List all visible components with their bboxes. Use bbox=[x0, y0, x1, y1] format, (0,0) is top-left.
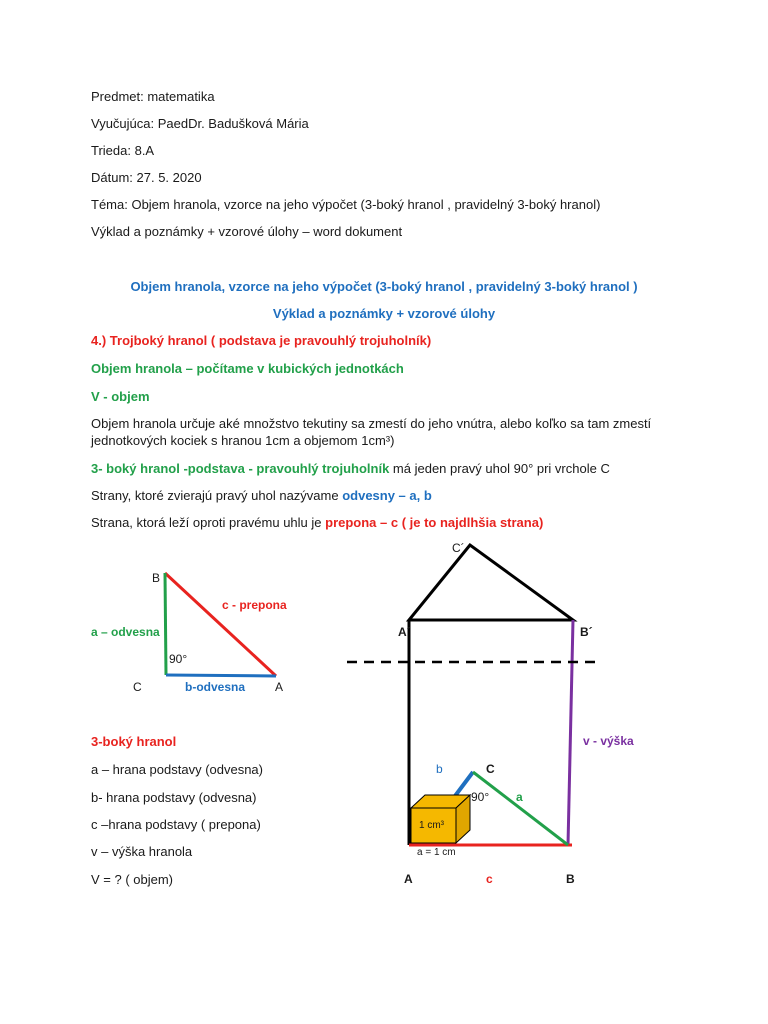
format-line: Výklad a poznámky + vzorové úlohy – word dokument bbox=[91, 224, 403, 239]
document-subtitle: Výklad a poznámky + vzorové úlohy bbox=[272, 306, 496, 321]
topic-line: Téma: Objem hranola, vzorce na jeho výpočet (3-boký hranol , pravidelný 3-boký hranol) bbox=[91, 197, 601, 212]
date-line: Dátum: 27. 5. 2020 bbox=[91, 170, 202, 185]
class-line: Trieda: 8.A bbox=[91, 143, 155, 158]
paragraph-line-2: jednotkových kociek s hranou 1cm a objemom 1cm³) bbox=[91, 433, 395, 448]
leg-a-line bbox=[165, 573, 166, 675]
section-heading: 4.) Trojboký hranol ( podstava je pravouhlý trojuholník) bbox=[91, 333, 432, 348]
prism-vertex-b: B bbox=[566, 872, 575, 886]
volume-definition: V - objem bbox=[91, 389, 150, 404]
list-item: V = ? ( objem) bbox=[91, 872, 174, 887]
base-lead: 3- boký hranol -podstava - pravouhlý trojuholník bbox=[91, 461, 390, 476]
list-item: v – výška hranola bbox=[91, 844, 193, 859]
leg-b-line bbox=[166, 675, 276, 676]
hypotenuse-label: c - prepona bbox=[222, 598, 287, 612]
base-rest: má jeden pravý uhol 90° pri vrchole C bbox=[389, 461, 610, 476]
document-title: Objem hranola, vzorce na jeho výpočet (3-boký hranol , pravidelný 3-boký hranol ) bbox=[130, 279, 638, 294]
prism-edge-c-label: c bbox=[486, 872, 493, 886]
top-base-triangle bbox=[409, 545, 573, 620]
legs-highlight: odvesny – a, b bbox=[342, 488, 432, 503]
prism-vertex-b-prime: B´ bbox=[580, 625, 593, 639]
subject-line: Predmet: matematika bbox=[91, 89, 215, 104]
leg-a-label: a – odvesna bbox=[91, 625, 160, 639]
hyp-lead: Strana, ktorá leží oproti pravému uhlu je bbox=[91, 515, 326, 530]
paragraph-line-1: Objem hranola určuje aké množstvo tekutiny sa zmestí do jeho vnútra, alebo koľko sa tam zmestí bbox=[91, 416, 652, 431]
base-edge-a bbox=[473, 772, 568, 845]
triangle-vertex-c: C bbox=[133, 680, 142, 694]
prism-vertex-a: A bbox=[404, 872, 413, 886]
triangle-vertex-a: A bbox=[275, 680, 284, 694]
teacher-line: Vyučujúca: PaedDr. Badušková Mária bbox=[91, 116, 309, 131]
prism-edge-b-label: b bbox=[436, 762, 443, 776]
prism-right-angle-label: 90° bbox=[471, 790, 490, 804]
list-heading: 3-boký hranol bbox=[91, 734, 177, 749]
height-edge bbox=[568, 620, 573, 845]
hyp-highlight: prepona – c ( je to najdlhšia strana) bbox=[325, 515, 544, 530]
list-item: a – hrana podstavy (odvesna) bbox=[91, 762, 263, 777]
legs-lead: Strany, ktoré zvierajú pravý uhol nazývame bbox=[91, 488, 343, 503]
list-item: c –hrana podstavy ( prepona) bbox=[91, 817, 261, 832]
cube-volume-label: 1 cm³ bbox=[419, 820, 444, 831]
leg-b-label: b-odvesna bbox=[185, 680, 246, 694]
right-angle-label: 90° bbox=[169, 652, 188, 666]
prism-vertex-c-prime: C´ bbox=[452, 541, 465, 555]
prism-edge-a-label: a bbox=[516, 790, 523, 804]
triangle-vertex-b: B bbox=[152, 571, 161, 585]
units-heading: Objem hranola – počítame v kubických jednotkách bbox=[91, 361, 404, 376]
cube-edge-label: a = 1 cm bbox=[417, 847, 456, 858]
list-item: b- hrana podstavy (odvesna) bbox=[91, 790, 257, 805]
prism-vertex-a-prime: A´ bbox=[398, 625, 411, 639]
prism-vertex-c: C bbox=[486, 762, 495, 776]
height-label: v - výška bbox=[583, 734, 634, 748]
